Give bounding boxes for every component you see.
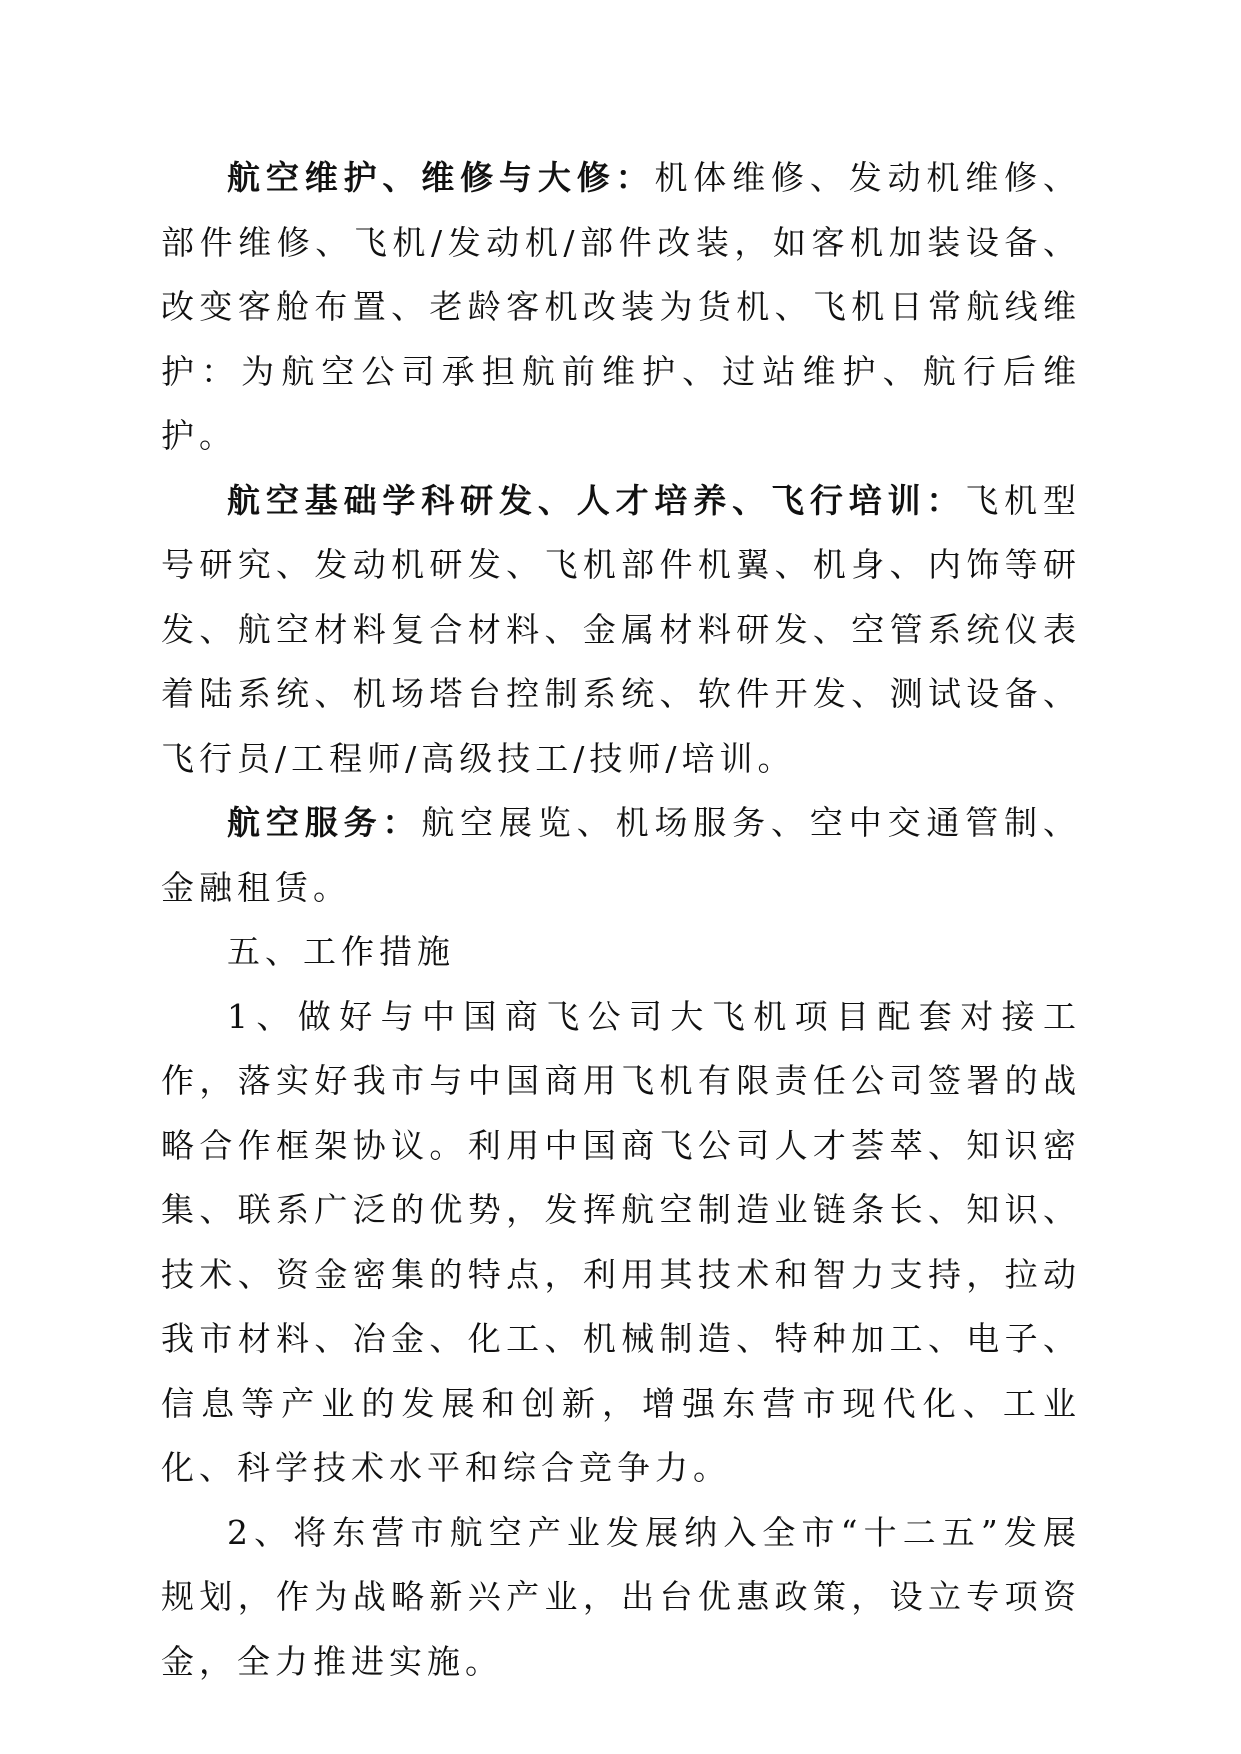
measure-item-1: 1、做好与中国商飞公司大飞机项目配套对接工作，落实好我市与中国商用飞机有限责任公司签署的战略合作框架协议。利用中国商飞公司人才荟萃、知识密集、联系广泛的优势，发挥航空制造业链条长、知识、技术、资金密集的特点，利用其技术和智力支持，拉动我市材料、冶金、化工、机械制造、特种加工、电子、信息等产业的发展和创新，增强东营市现代化、工业化、科学技术水平和综合竞争力。 xyxy=(161,996,1081,1487)
paragraph-lead: 航空基础学科研发、人才培养、飞行培训： xyxy=(227,480,966,520)
paragraph-lead: 航空服务： xyxy=(227,803,422,842)
paragraph-body: 飞机型号研究、发动机研发、飞机部件机翼、机身、内饰等研发、航空材料复合材料、金属材料研发、空管系统仪表着陆系统、机场塔台控制系统、软件开发、测试设备、飞行员/工程师/高级技工/技师/培训。 xyxy=(161,480,1082,778)
section-heading: 五、工作措施 xyxy=(227,932,455,971)
paragraph-body: 航空展览、机场服务、空中交通管制、金融租赁。 xyxy=(161,803,1082,907)
paragraph-research xyxy=(161,469,1081,792)
paragraph-maintenance xyxy=(161,146,1081,469)
paragraph-body: 机体维修、发动机维修、部件维修、飞机/发动机/部件改装，如客机加装设备、改变客舱布置、老龄客机改装为货机、飞机日常航线维护：为航空公司承担航前维护、过站维护、航行后维护。 xyxy=(161,158,1082,455)
paragraph-services xyxy=(161,791,1081,920)
measure-item-2: 2、将东营市航空产业发展纳入全市“十二五”发展规划，作为战略新兴产业，出台优惠政策，设立专项资金，全力推进实施。 xyxy=(161,1512,1081,1681)
document-page xyxy=(161,146,1081,1694)
paragraph-lead: 航空维护、维修与大修： xyxy=(227,158,655,197)
